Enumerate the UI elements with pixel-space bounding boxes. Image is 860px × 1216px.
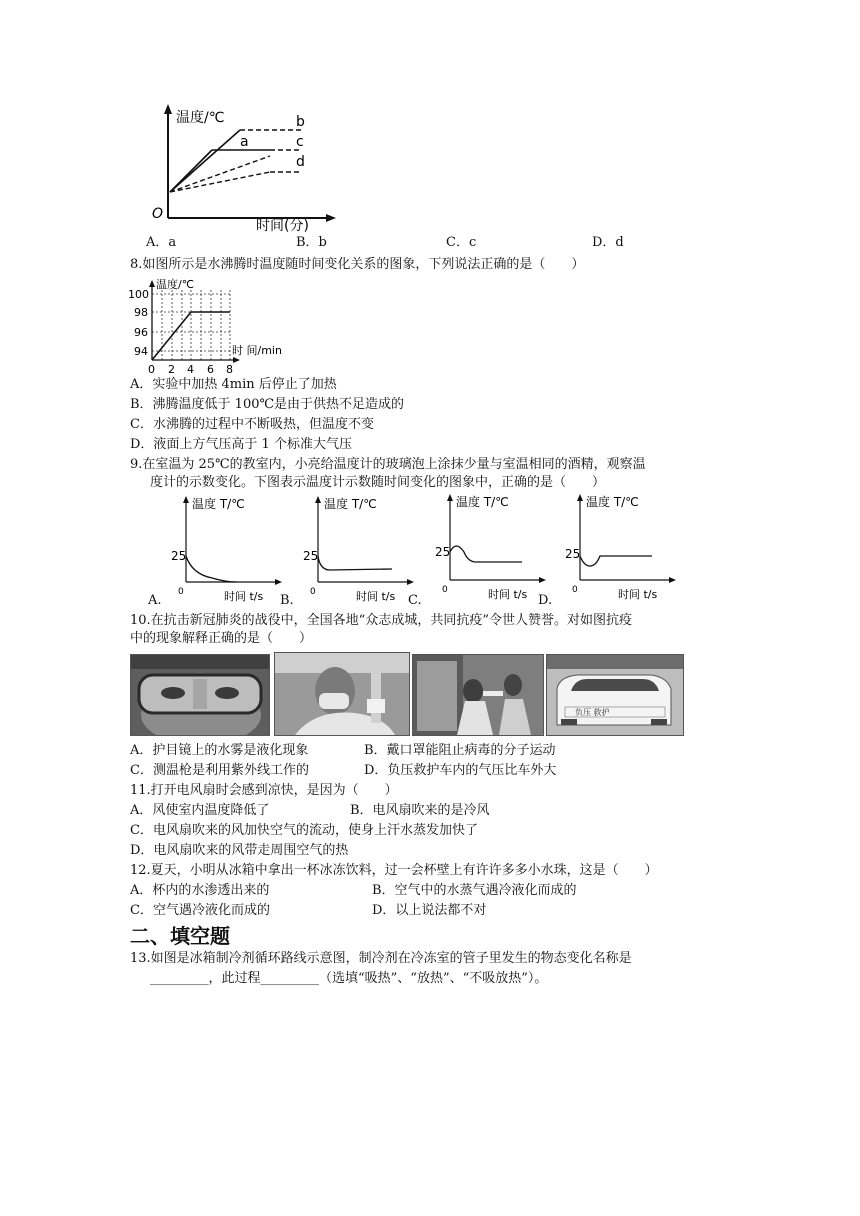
q12-option-b: B．空气中的水蒸气遇冷液化而成的 <box>372 883 577 898</box>
q9-b-ytick: 25 <box>303 549 319 563</box>
goggles-photo <box>130 654 270 736</box>
q8-xtick: 4 <box>187 363 194 376</box>
q9-option-a: A. <box>148 593 162 608</box>
q8-option-c: C．水沸腾的过程中不断吸热，但温度不变 <box>130 417 374 432</box>
q11-option-c: C．电风扇吹来的风加快空气的流动，使身上汗水蒸发加快了 <box>130 823 478 838</box>
q9-c-xlabel: 时间 t/s <box>488 588 528 601</box>
q9-b-xlabel: 时间 t/s <box>356 590 396 603</box>
q8-ytick: 100 <box>128 288 149 301</box>
q7-label-c: c <box>296 134 304 150</box>
q9-a-ylabel: 温度 T/℃ <box>192 497 245 511</box>
q7-label-b: b <box>296 114 305 130</box>
q9-a-origin: 0 <box>178 587 184 597</box>
q8-graph <box>126 278 296 376</box>
q9-a-xlabel: 时间 t/s <box>224 590 264 603</box>
q12-stem: 12.夏天，小明从冰箱中拿出一杯冰冻饮料，过一会杯壁上有许许多多小水珠，这是（ ） <box>130 863 658 878</box>
q9-d-xlabel: 时间 t/s <box>618 588 658 601</box>
q12-option-c: C．空气遇冷液化而成的 <box>130 903 270 918</box>
q8-ytick: 96 <box>134 326 148 339</box>
q9-b-ylabel: 温度 T/℃ <box>324 497 377 511</box>
q13-stem-line2: _________，此过程_________（选填“吸热”、“放热”、“不吸放热”）。 <box>150 971 548 986</box>
q10-stem-line2: 中的现象解释正确的是（ ） <box>130 631 313 646</box>
q7-option-d: D．d <box>592 235 624 250</box>
q11-option-d: D．电风扇吹来的风带走周围空气的热 <box>130 843 349 858</box>
q8-xtick: 0 <box>148 363 155 376</box>
q9-graph-c <box>432 492 552 604</box>
q7-ylabel: 温度/℃ <box>176 110 225 126</box>
q9-c-ylabel: 温度 T/℃ <box>456 495 509 509</box>
q8-xlabel: 时 间/min <box>232 344 282 357</box>
q9-b-origin: 0 <box>310 587 316 597</box>
q8-xtick: 2 <box>168 363 175 376</box>
q9-stem-line2: 度计的示数变化。下图表示温度计示数随时间变化的图象中，正确的是（ ） <box>150 475 606 490</box>
q7-graph <box>140 100 360 235</box>
q9-stem-line1: 9.在室温为 25℃的教室内，小亮给温度计的玻璃泡上涂抹少量与室温相同的酒精，观察温 <box>130 457 646 472</box>
ambulance-photo <box>546 654 684 736</box>
thermometer-gun-photo <box>412 654 544 736</box>
mask-photo <box>274 652 410 736</box>
q8-option-b: B．沸腾温度低于 100℃是由于供热不足造成的 <box>130 397 405 412</box>
q8-stem: 8.如图所示是水沸腾时温度随时间变化关系的图象，下列说法正确的是（ ） <box>130 257 585 272</box>
q10-option-b: B．戴口罩能阻止病毒的分子运动 <box>364 743 556 758</box>
q10-option-c: C．测温枪是利用紫外线工作的 <box>130 763 309 778</box>
q7-option-b: B．b <box>296 235 327 250</box>
q9-graph-b <box>300 494 420 606</box>
q11-option-b: B．电风扇吹来的是冷风 <box>350 803 490 818</box>
q7-label-d: d <box>296 154 305 170</box>
q9-option-b: B. <box>280 593 294 608</box>
q9-option-d: D. <box>538 593 553 608</box>
q9-c-origin: 0 <box>442 585 448 595</box>
q9-a-ytick: 25 <box>171 549 187 563</box>
q9-d-ytick: 25 <box>565 547 581 561</box>
q12-option-d: D．以上说法都不对 <box>372 903 487 918</box>
q7-label-a: a <box>240 134 249 150</box>
q9-graph-d <box>562 492 682 604</box>
q10-stem-line1: 10.在抗击新冠肺炎的战役中，全国各地“众志成城，共同抗疫”令世人赞誉。对如图抗疫 <box>130 613 632 628</box>
q8-ylabel: 温度/℃ <box>156 278 195 291</box>
q9-option-c: C. <box>408 593 422 608</box>
q9-d-origin: 0 <box>572 585 578 595</box>
q12-option-a: A．杯内的水渗透出来的 <box>130 883 270 898</box>
q8-ytick: 94 <box>134 345 148 358</box>
q11-option-a: A．风使室内温度降低了 <box>130 803 270 818</box>
q9-d-ylabel: 温度 T/℃ <box>586 495 639 509</box>
q7-option-c: C．c <box>446 235 477 250</box>
q9-graph-a <box>168 494 288 606</box>
q10-option-d: D．负压救护车内的气压比车外大 <box>364 763 557 778</box>
q7-origin: O <box>152 206 164 222</box>
q11-stem: 11.打开电风扇时会感到凉快，是因为（ ） <box>130 783 398 798</box>
q7-option-a: A．a <box>146 235 177 250</box>
ambulance-text: 负压 救护 <box>575 708 610 717</box>
q9-c-ytick: 25 <box>435 545 451 559</box>
q8-option-d: D．液面上方气压高于 1 个标准大气压 <box>130 437 352 452</box>
q8-option-a: A．实验中加热 4min 后停止了加热 <box>130 377 337 392</box>
q13-stem-line1: 13.如图是冰箱制冷剂循环路线示意图，制冷剂在冷冻室的管子里发生的物态变化名称是 <box>130 951 632 966</box>
q8-ytick: 98 <box>134 306 148 319</box>
q8-xtick: 6 <box>207 363 214 376</box>
q10-option-a: A．护目镜上的水雾是液化现象 <box>130 743 309 758</box>
q8-xtick: 8 <box>226 363 233 376</box>
q7-xlabel: 时间(分) <box>256 218 309 234</box>
section-heading: 二、填空题 <box>130 924 230 948</box>
